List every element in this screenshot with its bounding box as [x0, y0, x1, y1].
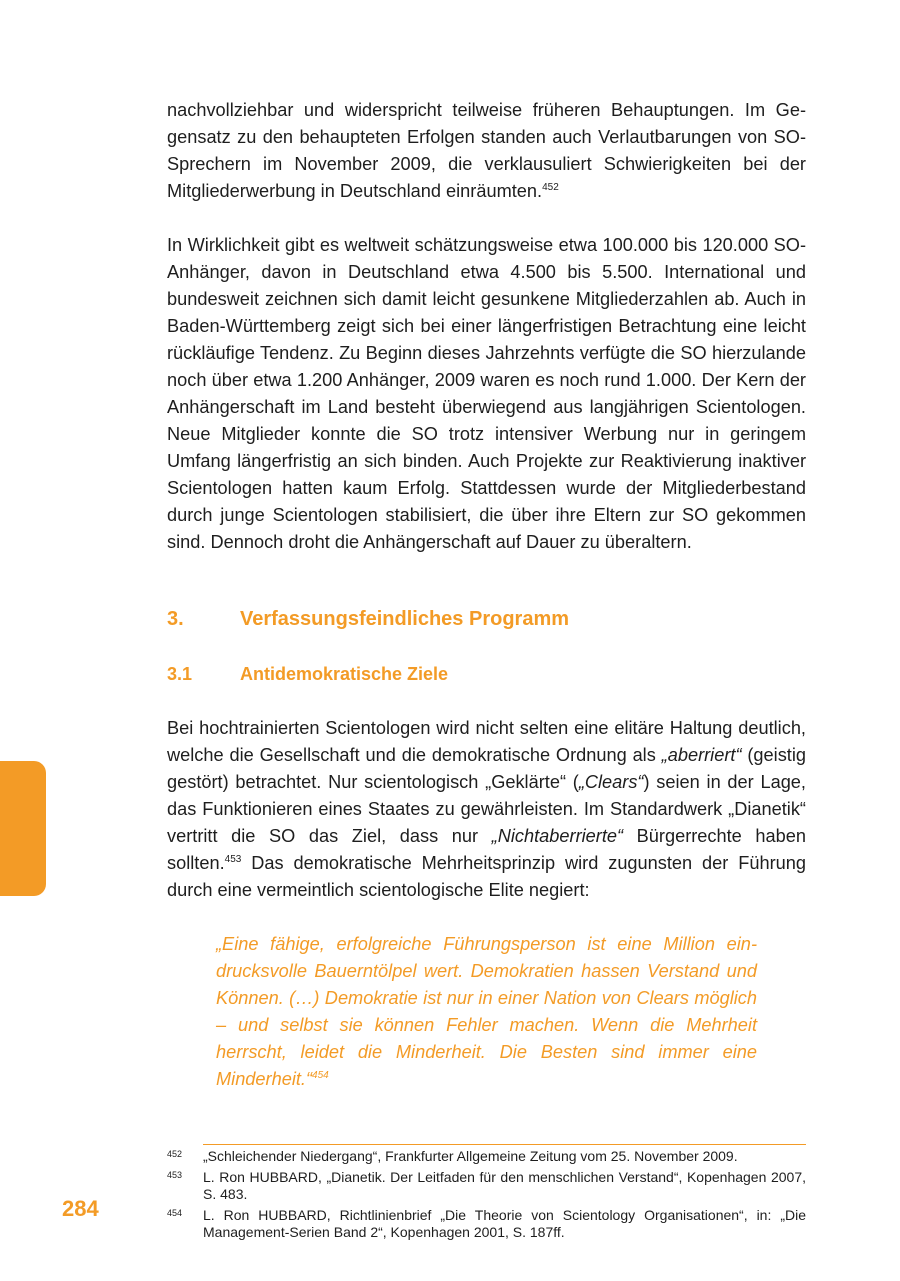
footnote-ref-453: 453 — [224, 854, 242, 865]
footnote-453 — [167, 1169, 806, 1204]
footnote-divider — [203, 1144, 806, 1145]
footnote-452 — [167, 1148, 806, 1166]
subsection-heading — [167, 661, 806, 688]
paragraph-3-part-1: Bei hochtrainierten Scientologen wird nicht selten eine elitäre Haltung deutlich, welche die Gesellschaft und die demokratische Ordnung als — [167, 718, 806, 765]
paragraph-3-part-3: ) seien in der Lage, das Funktionieren eines Staates zu gewährleisten. Im Standardwerk „Dianetik“ vertritt die SO das Ziel, dass nur — [167, 772, 806, 846]
footnote-text: L. Ron HUBBARD, „Dianetik. Der Leitfaden für den menschlichen Verstand“, Kopenhagen 2007, S. 483. — [203, 1168, 806, 1202]
section-number: 3. — [167, 608, 184, 630]
paragraph-1-text: nachvollziehbar und widerspricht teilweise früheren Behauptungen. Im Gegensatz zu den behaupteten Erfolgen standen auch Verlautbarungen von SO-Sprechern im November 2009, die verklausuliert Schwierigkeiten bei der Mitgliederwerbung in Deutschland einräumten. — [167, 100, 806, 201]
section-heading — [167, 606, 806, 633]
paragraph-3-part-5: Das demokratische Mehrheitsprinzip wird zugunsten der Führung durch eine vermeintlich scientologische Elite negiert: — [167, 853, 806, 900]
paragraph-3-part-4: Bürgerrechte haben sollten. — [167, 826, 806, 873]
term-nichtaberrierte: „Nichtaberrierte“ — [491, 826, 624, 846]
body-paragraph-2: In Wirklichkeit gibt es weltweit schätzungsweise etwa 100.000 bis 120.000 SO-Anhänger, davon in Deutschland etwa 4.500 bis 5.500. International und bundesweit zeichnen sich damit leicht gesunkene Mitgliederzahlen ab. Auch in Baden-Württemberg zeigt sich bei einer längerfristigen Betrachtung eine leicht rückläufige Tendenz. Zu Beginn dieses Jahrzehnts verfügte die SO hierzulande noch über etwa 1.200 Anhänger, 2009 waren es noch rund 1.000. Der Kern der Anhängerschaft im Land besteht überwiegend aus langjährigen Scientologen. Neue Mitglieder konnte die SO trotz intensiver Werbung nur in geringem Umfang längerfristig an sich binden. Auch Projekte zur Reaktivierung inaktiver Scientologen hatten kaum Erfolg. Stattdessen wurde der Mitgliederbestand durch junge Scientologen stabilisiert, die über ihre Eltern zur SO gekommen sind. Dennoch droht die Anhängerschaft auf Dauer zu überaltern. — [167, 235, 806, 552]
subsection-number: 3.1 — [167, 664, 193, 684]
footnote-number: 453 — [167, 1169, 183, 1180]
footnote-ref-454: 454 — [312, 1070, 329, 1081]
quote-text: „Eine fähige, erfolgreiche Führungsperson ist eine Million eindrucksvolle Bauerntölpel wert. Demokratien hassen Verstand und Können. (…) Demokratie ist nur in einer Nation von Clears möglich – und selbst sie können Fehler machen. Wenn die Mehrheit herrscht, leidet die Minderheit. Die Besten sind immer eine Minderheit.“ — [216, 934, 757, 1089]
footnote-ref-452: 452 — [542, 182, 559, 193]
paragraph-3-part-2: (geistig gestört) betrachtet. Nur scientologisch „Geklärte“ ( — [167, 745, 806, 792]
term-clears: „Clears“ — [578, 772, 644, 792]
subsection-title: Antidemokratische Ziele — [240, 664, 449, 684]
main-content — [167, 97, 806, 1093]
footnote-text: „Schleichender Niedergang“, Frankfurter Allgemeine Zeitung vom 25. November 2009. — [203, 1148, 738, 1164]
footnote-number: 454 — [167, 1207, 183, 1218]
footnote-text: L. Ron HUBBARD, Richtlinienbrief „Die Theorie von Scientology Organisationen“, in: „Die Management-Serien Band 2“, Kopenhagen 2001, S. 187ff. — [203, 1206, 806, 1240]
section-title: Verfassungsfeindliches Programm — [240, 608, 570, 630]
term-aberriert: „aberriert“ — [661, 745, 742, 765]
chapter-side-tab — [0, 761, 46, 896]
page-number: 284 — [62, 1196, 99, 1221]
footnote-454 — [167, 1207, 806, 1242]
footnotes-section — [167, 1144, 806, 1242]
body-paragraph-3 — [167, 715, 806, 904]
block-quote — [216, 931, 757, 1093]
body-paragraph-1 — [167, 97, 806, 205]
footnote-number: 452 — [167, 1149, 183, 1159]
